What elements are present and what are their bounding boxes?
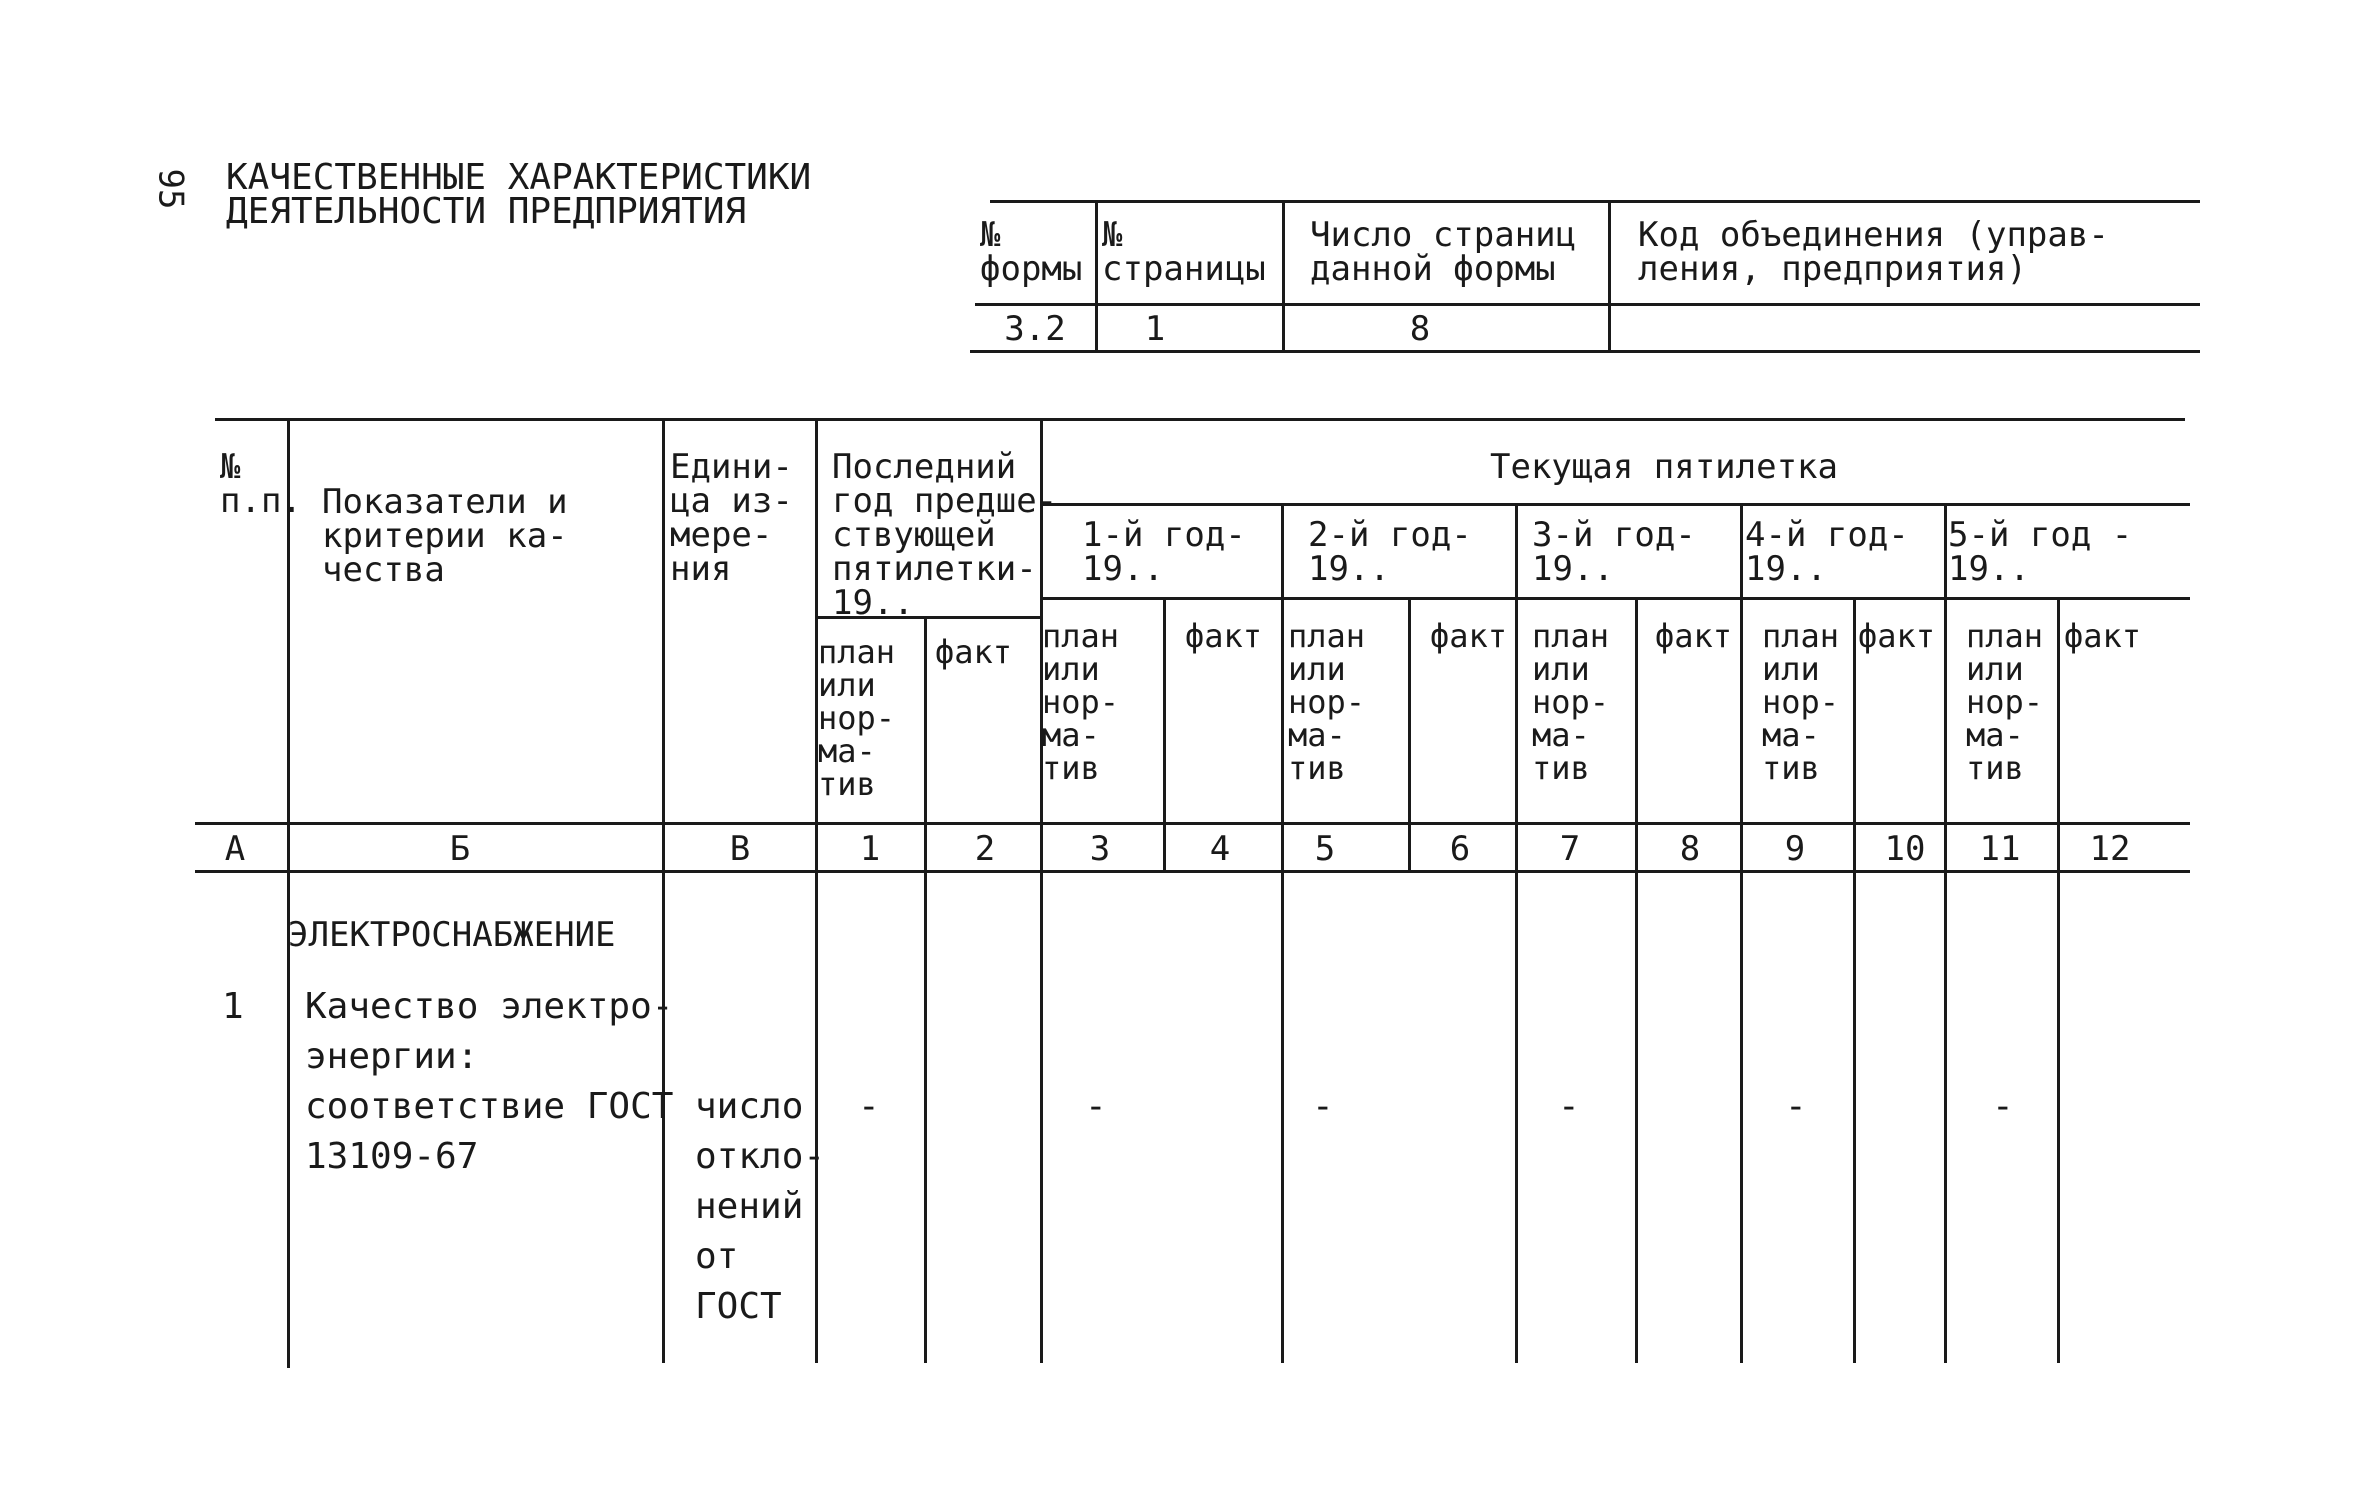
- row1-dash-9: -: [1785, 1086, 1807, 1127]
- col-code-12: 12: [2089, 829, 2131, 869]
- row1-dash-5: -: [1312, 1086, 1334, 1127]
- pages-count-header: Число страниц данной формы: [1310, 215, 1577, 289]
- row1-dash-1: -: [858, 1086, 880, 1127]
- year4-header: 4-й год- 19..: [1745, 515, 1909, 589]
- col-code-8: 8: [1679, 829, 1701, 869]
- col-code-1: 1: [859, 829, 881, 869]
- year3-plan-header: план или нор- ма- тив: [1532, 617, 1610, 787]
- prev-plan-header: план или нор- ма- тив: [818, 633, 896, 803]
- year2-plan-header: план или нор- ма- тив: [1288, 617, 1366, 787]
- document-title-line2: ДЕЯТЕЛЬНОСТИ ПРЕДПРИЯТИЯ: [226, 191, 747, 232]
- pages-count-value: 8: [1409, 309, 1431, 349]
- document-title-line1: КАЧЕСТВЕННЫЕ ХАРАКТЕРИСТИКИ: [226, 157, 812, 198]
- col-code-10: 10: [1884, 829, 1926, 869]
- col-code-4: 4: [1209, 829, 1231, 869]
- year3-fact-header: факт: [1655, 617, 1733, 655]
- col-code-c: В: [729, 829, 751, 869]
- col-code-7: 7: [1559, 829, 1581, 869]
- year4-fact-header: факт: [1858, 617, 1936, 655]
- col-a-header: № п.п.: [220, 447, 302, 521]
- row1-number: 1: [222, 986, 244, 1027]
- page-number-header: № страницы: [1102, 215, 1266, 289]
- col-code-3: 3: [1089, 829, 1111, 869]
- col-code-9: 9: [1784, 829, 1806, 869]
- year4-plan-header: план или нор- ма- тив: [1762, 617, 1840, 787]
- current-plan-header: Текущая пятилетка: [1490, 447, 1838, 487]
- year2-header: 2-й год- 19..: [1308, 515, 1472, 589]
- col-code-b: Б: [449, 829, 471, 869]
- col-code-5: 5: [1314, 829, 1336, 869]
- row1-dash-3: -: [1085, 1086, 1107, 1127]
- year5-plan-header: план или нор- ма- тив: [1966, 617, 2044, 787]
- page-number-value: 1: [1144, 309, 1166, 349]
- prev-year-header: Последний год предше- ствующей пятилетки- 19..: [832, 447, 1058, 623]
- col-code-a: А: [224, 829, 246, 869]
- row1-unit: число откло- нений от ГОСТ: [695, 1086, 826, 1327]
- year3-header: 3-й год- 19..: [1532, 515, 1696, 589]
- col-code-2: 2: [974, 829, 996, 869]
- enterprise-code-header: Код объединения (управ- ления, предприятия): [1638, 215, 2109, 289]
- row1-indicator: Качество электро- энергии: соответствие ГОСТ 13109-67: [305, 986, 674, 1177]
- section-title: ЭЛЕКТРОСНАБЖЕНИЕ: [288, 915, 616, 955]
- year5-header: 5-й год - 19..: [1948, 515, 2133, 589]
- row1-dash-7: -: [1558, 1086, 1580, 1127]
- year5-fact-header: факт: [2064, 617, 2142, 655]
- col-b-header: Показатели и критерии ка- чества: [322, 482, 568, 590]
- page-number: 95: [150, 168, 191, 210]
- col-code-11: 11: [1979, 829, 2021, 869]
- row1-dash-11: -: [1992, 1086, 2014, 1127]
- form-number-header: № формы: [980, 215, 1083, 289]
- prev-fact-header: факт: [935, 633, 1013, 671]
- col-code-6: 6: [1449, 829, 1471, 869]
- col-c-header: Едини- ца из- мере- ния: [670, 447, 793, 589]
- form-number-value: 3.2: [1004, 309, 1066, 349]
- year1-fact-header: факт: [1185, 617, 1263, 655]
- year2-fact-header: факт: [1430, 617, 1508, 655]
- year1-plan-header: план или нор- ма- тив: [1042, 617, 1120, 787]
- year1-header: 1-й год- 19..: [1082, 515, 1246, 589]
